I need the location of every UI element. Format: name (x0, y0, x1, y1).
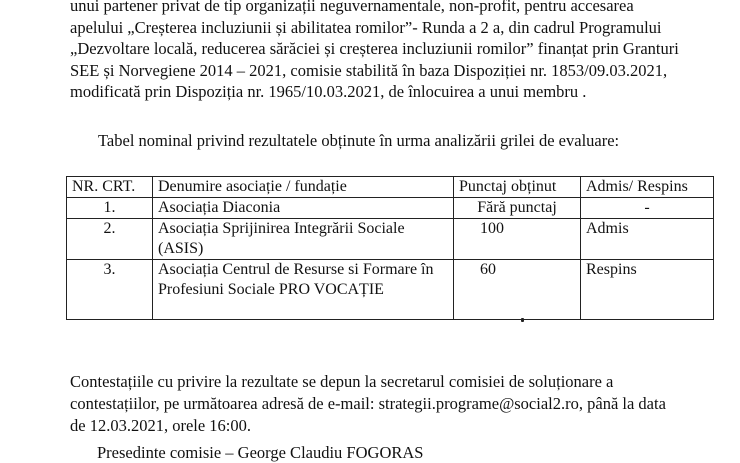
row-status: Respins (581, 260, 714, 320)
intro-line: modificată prin Dispoziția nr. 1965/10.03.2021, de înlocuirea a unui membru . (70, 82, 587, 102)
row-status: Admis (581, 219, 714, 260)
intro-line: SEE și Norvegiene 2014 – 2021, comisie stabilită în baza Dispoziției nr. 1853/09.03.2021, (70, 60, 668, 80)
table-header-row (67, 177, 714, 198)
row-name: Asociația Sprijinirea Integrării Sociale (ASIS) (153, 219, 454, 260)
table-row (67, 198, 714, 219)
table-row (67, 219, 714, 260)
row-name: Asociația Diaconia (153, 198, 454, 219)
intro-line: apelului „Creșterea incluziunii și abilitatea romilor”- Runda a 2 a, din cadrul Programului (70, 17, 662, 37)
row-nr: 3. (67, 260, 153, 320)
row-score: 100 (454, 219, 581, 260)
closing-paragraph (70, 371, 708, 437)
closing-line: contestațiilor, pe următoarea adresă de e-mail: strategii.programe@social2.ro, până la data (70, 394, 666, 413)
header-score: Punctaj obținut (454, 177, 581, 198)
closing-line: Contestațiile cu privire la rezultate se depun la secretarul comisiei de soluționare a (70, 372, 614, 391)
row-nr: 1. (67, 198, 153, 219)
stray-mark (521, 318, 524, 322)
row-status: - (581, 198, 714, 219)
row-nr: 2. (67, 219, 153, 260)
commission-president: Presedinte comisie – George Claudiu FOGORAS (97, 443, 424, 462)
header-nr: NR. CRT. (67, 177, 153, 198)
intro-line: unui partener privat de tip organizații neguvernamentale, non-profit, pentru accesarea (70, 0, 634, 15)
intro-line: „Dezvoltare locală, reducerea sărăciei și creșterea incluziunii romilor” finanțat prin Granturi (70, 39, 679, 59)
intro-paragraph (70, 0, 708, 103)
closing-line: de 12.03.2021, orele 16:00. (70, 416, 252, 435)
header-name: Denumire asociație / fundație (153, 177, 454, 198)
row-name: Asociația Centrul de Resurse si Formare în Profesiuni Sociale PRO VOCAȚIE (153, 260, 454, 320)
results-table (66, 176, 714, 320)
row-score: 60 (454, 260, 581, 320)
header-status: Admis/ Respins (581, 177, 714, 198)
table-title: Tabel nominal privind rezultatele obținute în urma analizării grilei de evaluare: (98, 131, 620, 150)
table-row (67, 260, 714, 320)
row-score: Fără punctaj (454, 198, 581, 219)
